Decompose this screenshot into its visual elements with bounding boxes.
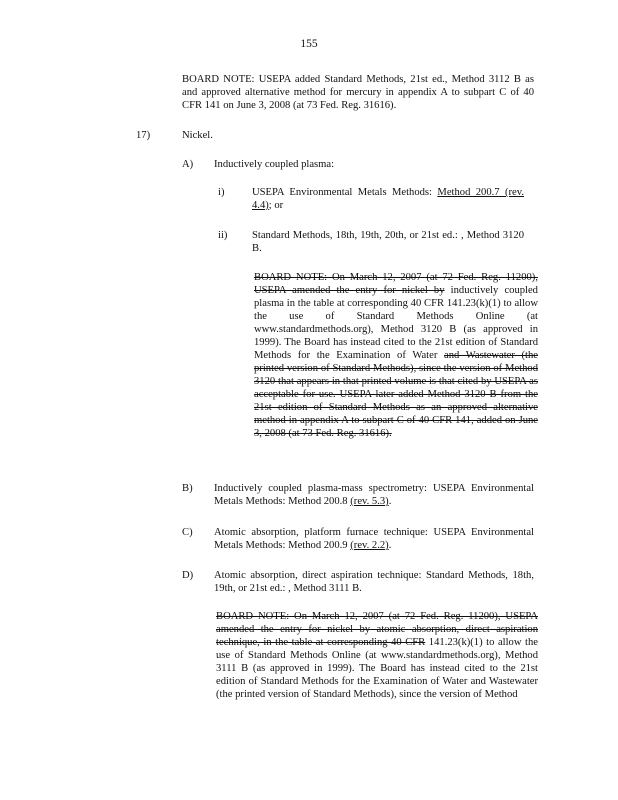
subitem-i-method: Method 200.7 (rev. 4.4) (252, 187, 525, 211)
board-note-a (254, 271, 538, 440)
section-b-label: B) (182, 483, 193, 494)
item-17-title: Nickel. (182, 130, 213, 141)
subitem-i-prefix: USEPA Environmental Metals Methods: (252, 187, 438, 198)
subitem-ii-label: ii) (218, 230, 228, 241)
board-note-mercury: BOARD NOTE: USEPA added Standard Methods, 21st ed., Method 3112 B as and approved alternative method for mercury in appendix A to subpart C of 40 CFR 141 on June 3, 2008 (at 73 Fed. Reg. 31616). (182, 74, 534, 111)
section-c-method: Method 200.9 (288, 540, 348, 551)
board-note-d (216, 610, 538, 701)
section-b-method: Method 200.8 (288, 496, 348, 507)
section-c-label: C) (182, 527, 193, 538)
section-a-title: Inductively coupled plasma: (214, 159, 335, 170)
board-note-d-struck: BOARD NOTE: On March 12, 2007 (at 72 Fed. Reg. 11200), USEPA amended the entry for nickel by atomic absorption, direct aspiration technique, in the table at corresponding 40 CFR (216, 611, 538, 648)
section-c-desc: Atomic absorption, platform furnace technique: USEPA Environmental Metals Methods: (214, 527, 534, 551)
subitem-ii-text: Standard Methods, 18th, 19th, 20th, or 21st ed.: , Method 3120 B. (252, 230, 524, 254)
section-a-label: A) (182, 159, 194, 170)
section-c-text (214, 526, 534, 552)
subitem-i-label: i) (218, 187, 225, 198)
subitem-i-suffix: ; or (268, 200, 284, 211)
board-note-d-plain: 141.23(k)(1) to allow the use of Standard Methods Online (at www.standardmethods.org), Method 3111 B (as approved in 1999). The Board has instead cited to the 21st edition of Standard Methods for the Examination of Water and Wastewater (the printed version of Standard Methods), since the version of Method (216, 637, 538, 700)
item-17-number: 17) (136, 130, 151, 141)
board-note-a-struck-2: and Wastewater (the printed version of Standard Methods), since the version of Method 3120 that appears in that printed volume is that cited by USEPA as acceptable for use. USEPA later added Method 3120 B from the 21st edition of Standard Methods as an approved alternative method in appendix A to subpart C of 40 CFR 141, added on June 3, 2008 (at 73 Fed. Reg. 31616). (254, 350, 538, 439)
board-note-a-plain: inductively coupled plasma in the table at corresponding 40 CFR 141.23(k)(1) to allow the use of Standard Methods Online (at www.standardmethods.org), Method 3120 B (as approved in 1999). The Board has instead cited to the 21st edition of Standard Methods for the Examination of Water (254, 285, 538, 361)
section-b-text (214, 482, 534, 508)
section-c-rev: (rev. 2.2) (350, 540, 389, 551)
page-number: 155 (300, 38, 318, 50)
section-b-desc: Inductively coupled plasma-mass spectrometry: USEPA Environmental Metals Methods: (214, 483, 534, 507)
section-b-end: . (388, 496, 392, 507)
section-d-label: D) (182, 570, 194, 581)
subitem-i-text (252, 186, 524, 212)
board-note-a-struck-1: BOARD NOTE: On March 12, 2007 (at 72 Fed. Reg. 11200), USEPA amended the entry for nickel by (254, 272, 538, 296)
section-c-end: . (388, 540, 392, 551)
section-b-rev: (rev. 5.3) (350, 496, 389, 507)
section-d-text: Atomic absorption, direct aspiration technique: Standard Methods, 18th, 19th, or 21st ed.: , Method 3111 B. (214, 570, 534, 594)
